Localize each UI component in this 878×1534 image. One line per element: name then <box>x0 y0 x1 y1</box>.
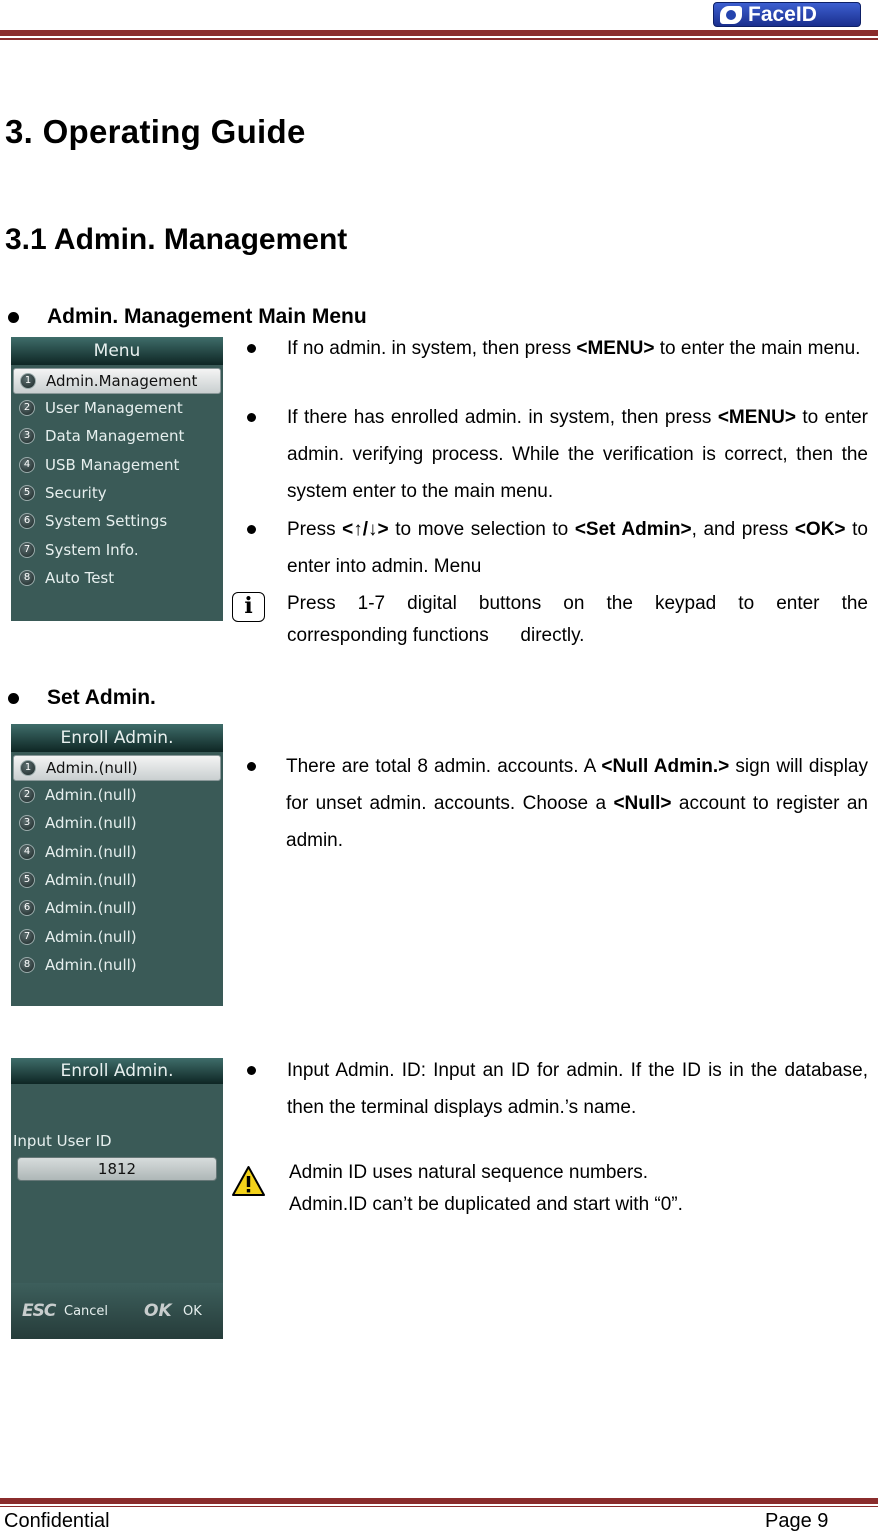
user-id-input[interactable]: 1812 <box>17 1157 217 1181</box>
number-2-icon: 2 <box>19 787 35 803</box>
input-label: Input User ID <box>13 1132 112 1150</box>
admin-slot-label: Admin.(null) <box>45 955 137 974</box>
page-title: 3. Operating Guide <box>5 113 306 150</box>
menu-item-system-settings[interactable] <box>11 507 223 535</box>
section2-heading <box>8 686 156 710</box>
text: sign will display for unset admin. accounts. Choose a <box>286 756 868 814</box>
admin-slot-8[interactable] <box>11 951 223 979</box>
admin-slot-6[interactable] <box>11 894 223 922</box>
menu-item-label: System Info. <box>45 540 139 559</box>
section-title: 3.1 Admin. Management <box>5 223 348 256</box>
menu-item-data-management[interactable] <box>11 422 223 450</box>
number-3-icon: 3 <box>19 815 35 831</box>
text: account to register an admin. <box>286 793 869 851</box>
warning-line: Admin.ID can’t be duplicated and start with “0”. <box>289 1194 683 1215</box>
number-7-icon: 7 <box>19 929 35 945</box>
text: Input Admin. ID: Input an ID for admin. If the ID is in the database, then the terminal displays admin.’s name. <box>287 1060 868 1118</box>
number-7-icon: 7 <box>19 542 35 558</box>
section1-heading-text: Admin. Management Main Menu <box>47 305 367 328</box>
text: to enter into admin. Menu <box>287 519 868 577</box>
section2-bullet-1 <box>286 748 868 859</box>
set-admin-key: <Set Admin> <box>574 519 692 540</box>
section1-bullet-1 <box>287 332 868 365</box>
admin-slot-1[interactable] <box>13 755 221 781</box>
text: Press <box>287 519 343 540</box>
number-8-icon: 8 <box>19 570 35 586</box>
screen-title: Enroll Admin. <box>11 1058 223 1084</box>
menu-key: <MENU> <box>717 407 796 428</box>
footer-rule-thin <box>0 1506 878 1507</box>
menu-item-security[interactable] <box>11 479 223 507</box>
menu-item-admin-management[interactable] <box>13 368 221 394</box>
menu-item-user-management[interactable] <box>11 394 223 422</box>
menu-item-label: System Settings <box>45 512 168 531</box>
ok-softkey[interactable]: OK <box>144 1301 172 1321</box>
admin-slot-label: Admin.(null) <box>45 786 137 805</box>
section1-bullet-2 <box>287 399 868 510</box>
warning-note <box>289 1157 849 1221</box>
text: to enter admin. verifying process. While the verification is correct, then the system enter to the main menu. <box>287 407 868 502</box>
info-line: Press 1-7 digital buttons on the keypad to enter the <box>287 593 868 614</box>
bullet-icon <box>8 693 19 704</box>
text: , and press <box>691 519 795 540</box>
info-line: corresponding functions directly. <box>287 625 585 646</box>
menu-item-label: USB Management <box>45 455 180 474</box>
number-8-icon: 8 <box>19 957 35 973</box>
menu-item-label: Security <box>45 484 107 503</box>
warning-icon <box>231 1165 266 1197</box>
esc-key[interactable]: ESC <box>22 1301 56 1321</box>
ok-label: OK <box>183 1304 202 1319</box>
admin-slot-label: Admin.(null) <box>46 759 138 777</box>
text: If no admin. in system, then press <box>287 338 577 359</box>
screen-title: Enroll Admin. <box>11 724 223 752</box>
menu-screen <box>11 337 223 621</box>
bullet-icon <box>247 762 256 771</box>
number-6-icon: 6 <box>19 513 35 529</box>
admin-slot-3[interactable] <box>11 809 223 837</box>
menu-item-label: User Management <box>45 399 183 418</box>
number-1-icon: 1 <box>20 373 36 389</box>
faceid-logo <box>713 2 861 27</box>
number-1-icon: 1 <box>20 760 36 776</box>
menu-item-system-info[interactable] <box>11 535 223 563</box>
enroll-admin-screen <box>11 724 223 1006</box>
admin-slot-5[interactable] <box>11 866 223 894</box>
section1-heading <box>8 305 367 329</box>
admin-slot-4[interactable] <box>11 838 223 866</box>
null-key: <Null> <box>613 793 672 814</box>
section3-bullet-1 <box>287 1052 868 1126</box>
number-6-icon: 6 <box>19 900 35 916</box>
admin-slot-7[interactable] <box>11 922 223 950</box>
info-icon: i <box>232 592 265 622</box>
menu-key: <MENU> <box>576 338 655 359</box>
menu-item-label: Auto Test <box>45 568 115 587</box>
menu-item-auto-test[interactable] <box>11 564 223 592</box>
bullet-icon <box>247 413 256 422</box>
admin-slot-label: Admin.(null) <box>45 871 137 890</box>
section2-heading-text: Set Admin. <box>47 686 156 709</box>
admin-slot-label: Admin.(null) <box>45 814 137 833</box>
screen-title: Menu <box>11 337 223 365</box>
footer-confidential: Confidential <box>4 1510 110 1532</box>
number-5-icon: 5 <box>19 872 35 888</box>
number-3-icon: 3 <box>19 428 35 444</box>
bullet-icon <box>8 312 19 323</box>
bullet-icon <box>247 525 256 534</box>
bullet-icon <box>247 344 256 353</box>
admin-slot-label: Admin.(null) <box>45 927 137 946</box>
menu-item-label: Data Management <box>45 427 185 446</box>
warning-line: Admin ID uses natural sequence numbers. <box>289 1162 649 1183</box>
number-4-icon: 4 <box>19 457 35 473</box>
ok-key: <OK> <box>794 519 846 540</box>
admin-slot-2[interactable] <box>11 781 223 809</box>
input-id-screen <box>11 1058 223 1339</box>
section1-bullet-3 <box>287 511 868 585</box>
logo-text: FaceID <box>748 3 817 26</box>
footer-rule <box>0 1498 878 1504</box>
admin-slot-label: Admin.(null) <box>45 842 137 861</box>
menu-item-label: Admin.Management <box>46 372 198 390</box>
softkey-bar <box>11 1283 223 1339</box>
admin-slot-label: Admin.(null) <box>45 899 137 918</box>
bullet-icon <box>247 1066 256 1075</box>
cancel-label: Cancel <box>64 1304 109 1319</box>
menu-item-usb-management[interactable] <box>11 451 223 479</box>
arrow-keys: <↑/↓> <box>342 519 389 540</box>
number-5-icon: 5 <box>19 485 35 501</box>
header-rule-thin <box>0 38 878 40</box>
header-rule <box>0 30 878 36</box>
text: If there has enrolled admin. in system, then press <box>287 407 718 428</box>
number-2-icon: 2 <box>19 400 35 416</box>
text: to enter the main menu. <box>654 338 861 359</box>
faceid-logo-icon <box>720 6 742 24</box>
text: There are total 8 admin. accounts. A <box>286 756 602 777</box>
page-number: Page 9 <box>765 1510 829 1532</box>
info-note <box>287 588 868 652</box>
number-4-icon: 4 <box>19 844 35 860</box>
text: to move selection to <box>388 519 575 540</box>
null-admin-key: <Null Admin.> <box>601 756 730 777</box>
